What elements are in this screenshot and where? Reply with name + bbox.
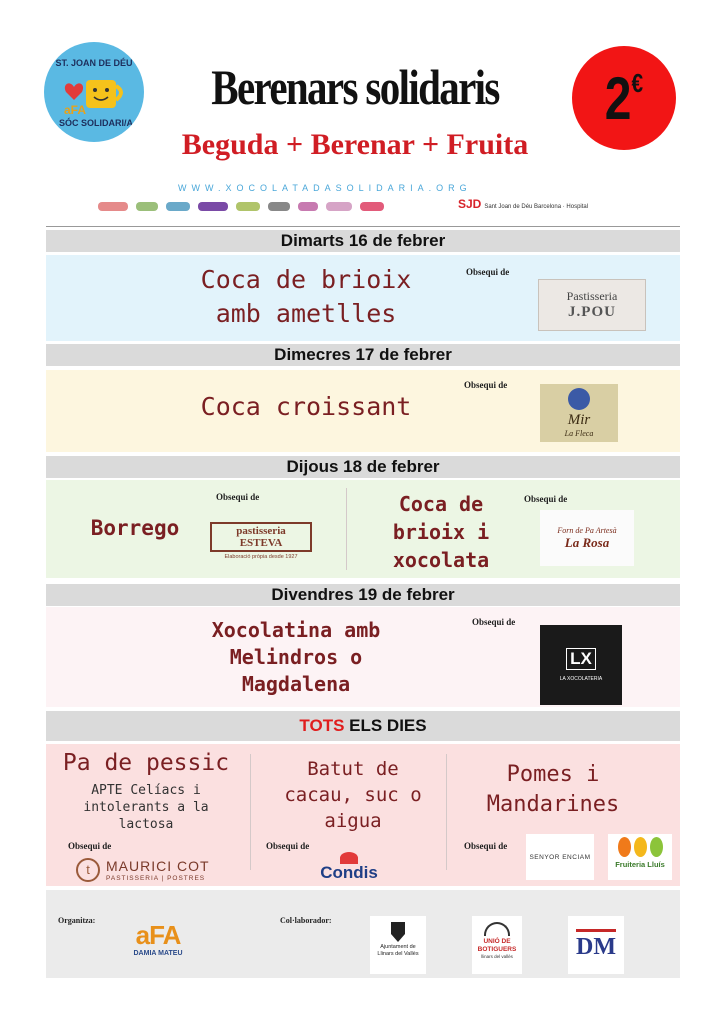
maurici-cot-logo: t MAURICI COT PASTISSERIA | POSTRES bbox=[76, 856, 236, 884]
condis-logo bbox=[314, 852, 384, 884]
sjd-logo-text: SJD bbox=[458, 197, 482, 211]
day-header-3: Dijous 18 de febrer bbox=[46, 456, 680, 478]
price-value: 2 bbox=[604, 65, 632, 132]
mug-icon bbox=[86, 80, 116, 108]
collaborador-label: Col·laborador: bbox=[280, 916, 332, 925]
all-col2-line1: Batut de bbox=[307, 758, 399, 780]
sponsor-url: WWW.XOCOLATADASOLIDARIA.ORG bbox=[178, 183, 472, 193]
day4-dish-line1: Xocolatina amb bbox=[211, 618, 381, 642]
sjd-logo bbox=[458, 197, 588, 211]
all-col1-note-line1: APTE Celíacs i bbox=[91, 783, 201, 798]
day-panel-3 bbox=[46, 480, 680, 578]
all-col1-note-line2: intolerants a la bbox=[83, 800, 209, 815]
afa-logo-sub: DAMIA MATEU bbox=[133, 950, 183, 957]
fruit-icons bbox=[608, 837, 672, 857]
price-badge bbox=[572, 46, 676, 150]
jpou-brand: J.POU bbox=[568, 304, 616, 320]
all-col2-text bbox=[258, 756, 448, 834]
logo-top-text: ST. JOAN DE DÉU bbox=[55, 58, 133, 68]
day-header-4: Divendres 19 de febrer bbox=[46, 584, 680, 606]
price-currency: € bbox=[631, 68, 644, 98]
logo-afa-text: aFA bbox=[64, 103, 87, 117]
unio-line3: llinars del vallès bbox=[481, 954, 513, 959]
day4-dish bbox=[166, 617, 426, 698]
day3-divider bbox=[346, 488, 347, 570]
day3-dish-left: Borrego bbox=[90, 516, 180, 540]
day1-dish-line2: amb ametlles bbox=[215, 299, 397, 328]
day3-dish-right-line1: Coca de bbox=[398, 492, 484, 516]
all-col1-obsequi: Obsequi de bbox=[68, 841, 112, 851]
sant-joan-de-deu-logo bbox=[44, 42, 144, 142]
fruiteria-lluis-logo bbox=[608, 834, 672, 880]
mir-globe-icon bbox=[568, 388, 590, 410]
day-panel-2 bbox=[46, 370, 680, 452]
condis-name: Condis bbox=[320, 863, 378, 882]
all-col1-title: Pa de pessic bbox=[62, 750, 230, 776]
all-days-label: ELS DIES bbox=[344, 716, 427, 735]
day3-obsequi-right: Obsequi de bbox=[524, 494, 568, 504]
page-subtitle: Beguda + Berenar + Fruita bbox=[181, 128, 529, 161]
forn-la-rosa-logo bbox=[540, 510, 634, 566]
ajuntament-line1: Ajuntament de bbox=[380, 944, 416, 950]
day3-obsequi-left: Obsequi de bbox=[216, 492, 260, 502]
day-header-2: Dimecres 17 de febrer bbox=[46, 344, 680, 366]
organitza-label: Organitza: bbox=[58, 916, 96, 925]
afa-logo-text: aFA bbox=[135, 920, 181, 950]
all-col2-line3: aigua bbox=[324, 810, 382, 832]
day1-dish-line1: Coca de brioix bbox=[200, 265, 412, 294]
mir-la-fleca-logo bbox=[540, 384, 618, 442]
la-xocolateria-logo bbox=[540, 625, 622, 705]
day2-dish: Coca croissant bbox=[200, 392, 412, 421]
forn-sub: La Rosa bbox=[564, 534, 610, 550]
dm-logo bbox=[568, 916, 624, 974]
mir-name: Mir bbox=[567, 412, 591, 428]
ajuntament-line2: Llinars del Vallès bbox=[377, 951, 419, 957]
maurici-name: MAURICI COT bbox=[106, 858, 210, 874]
unio-line1: UNIÓ DE bbox=[483, 938, 511, 945]
coat-of-arms-icon bbox=[391, 922, 405, 942]
all-days-header bbox=[46, 711, 680, 741]
unio-botiguers-logo bbox=[472, 916, 522, 974]
all-days-highlight: TOTS bbox=[299, 716, 345, 735]
logo-bottom-text: SÓC SOLIDARI/A bbox=[58, 118, 134, 128]
fruiteria-name: Fruiteria Lluís bbox=[615, 860, 665, 869]
esteva-sub: Elaboració pròpia desde 1927 bbox=[224, 554, 298, 560]
header-divider bbox=[46, 226, 680, 227]
footer bbox=[46, 890, 680, 978]
jpou-name: Pastisseria bbox=[566, 289, 618, 303]
page-title: Berenars solidaris bbox=[211, 59, 499, 115]
sjd-logo-sub: Sant Joan de Déu Barcelona · Hospital bbox=[484, 204, 589, 210]
all-col2-obsequi: Obsequi de bbox=[266, 841, 310, 851]
day4-dish-line3: Magdalena bbox=[241, 672, 351, 696]
all-days-panel bbox=[46, 744, 680, 886]
day-panel-4 bbox=[46, 607, 680, 707]
day3-dish-right-line3: xocolata bbox=[392, 548, 490, 572]
day1-dish bbox=[126, 263, 486, 331]
day3-dish-right bbox=[366, 490, 516, 574]
ajuntament-llinars-logo bbox=[370, 916, 426, 974]
lx-sub: LA XOCOLATERIA bbox=[559, 676, 603, 682]
day4-dish-line2: Melindros o bbox=[229, 645, 363, 669]
forn-name: Forn de Pa Artesà bbox=[557, 525, 617, 535]
all-col3-text bbox=[458, 760, 648, 820]
mir-sub: La Fleca bbox=[564, 429, 594, 438]
senyor-enciam-name: SENYOR ENCIAM bbox=[529, 853, 591, 861]
pastisseria-jpou-logo bbox=[538, 279, 646, 331]
day2-obsequi: Obsequi de bbox=[464, 380, 508, 390]
dm-logo-text: DM bbox=[576, 929, 616, 961]
day1-obsequi: Obsequi de bbox=[466, 267, 510, 277]
lx-name: LX bbox=[566, 648, 596, 670]
esteva-name: pastisseria ESTEVA bbox=[210, 522, 312, 552]
all-col3-line2: Mandarines bbox=[486, 792, 620, 817]
maurici-sub: PASTISSERIA | POSTRES bbox=[106, 875, 206, 882]
day3-dish-right-line2: brioix i bbox=[392, 520, 490, 544]
heart-icon bbox=[65, 83, 83, 100]
all-col1-note-line3: lactosa bbox=[118, 817, 174, 832]
unio-line2: BOTIGUERS bbox=[477, 946, 517, 953]
esteva-logo bbox=[210, 522, 312, 560]
all-col1-note bbox=[66, 782, 226, 833]
sponsor-strip bbox=[8, 180, 712, 222]
senyor-enciam-logo bbox=[526, 834, 594, 880]
arch-icon bbox=[484, 922, 510, 936]
afa-damia-mateu-logo bbox=[128, 920, 188, 974]
day-header-1: Dimarts 16 de febrer bbox=[46, 230, 680, 252]
day4-obsequi: Obsequi de bbox=[472, 617, 516, 627]
day-panel-1 bbox=[46, 255, 680, 341]
all-col3-obsequi: Obsequi de bbox=[464, 841, 508, 851]
sponsor-logo-row bbox=[98, 198, 428, 214]
all-col3-line1: Pomes i bbox=[506, 762, 600, 787]
all-col2-line2: cacau, suc o bbox=[284, 784, 422, 806]
